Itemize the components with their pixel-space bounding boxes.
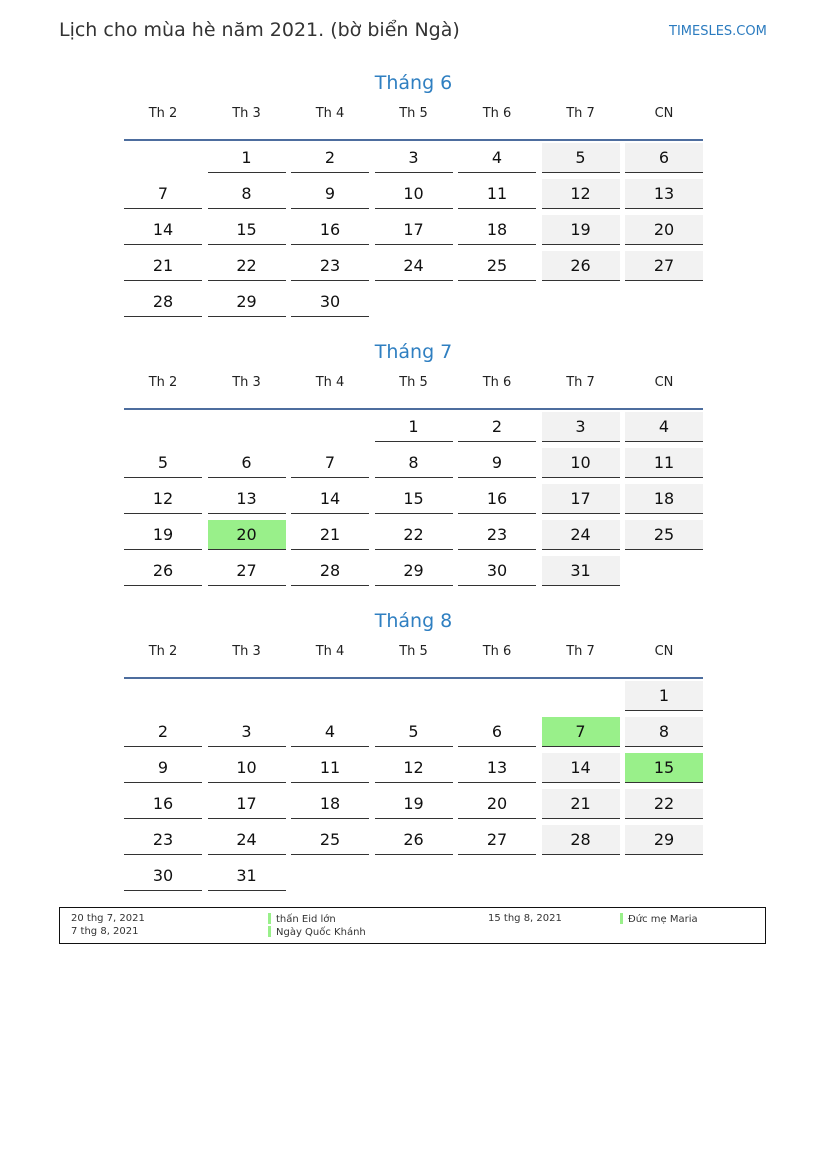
weekday-label: Th 2 <box>148 375 178 390</box>
weekday-label: CN <box>654 375 674 390</box>
weekday-label: Th 6 <box>482 106 512 121</box>
day-cell: 28 <box>291 556 369 586</box>
day-cell: 24 <box>375 251 453 281</box>
day-cell: 30 <box>458 556 536 586</box>
weekday-label: Th 5 <box>399 375 428 390</box>
day-cell: 21 <box>124 251 202 281</box>
day-cell: 27 <box>458 825 536 855</box>
day-cell: 23 <box>291 251 369 281</box>
day-cell: 17 <box>208 789 286 819</box>
day-cell: 26 <box>124 556 202 586</box>
month-calendar <box>124 68 703 311</box>
day-cell: 31 <box>208 861 286 891</box>
day-cell: 7 <box>291 448 369 478</box>
weekday-header <box>124 641 703 669</box>
legend-item <box>268 913 336 925</box>
day-cell: 4 <box>458 143 536 173</box>
day-cell: 30 <box>291 287 369 317</box>
day-cell: 1 <box>625 681 703 711</box>
weekday-label: CN <box>654 644 674 659</box>
legend-date: 7 thg 8, 2021 <box>71 926 139 937</box>
page-title: Lịch cho mùa hè năm 2021. (bờ biển Ngà) <box>59 19 460 41</box>
day-cell: 15 <box>208 215 286 245</box>
day-cell: 4 <box>625 412 703 442</box>
day-cell: 20 <box>458 789 536 819</box>
legend-holiday-name: Ngày Quốc Khánh <box>276 927 366 938</box>
day-cell: 4 <box>291 717 369 747</box>
weekday-label: Th 3 <box>232 375 261 390</box>
holiday-marker-icon <box>620 913 623 924</box>
day-cell: 31 <box>542 556 620 586</box>
day-cell: 19 <box>542 215 620 245</box>
weekday-header <box>124 372 703 400</box>
day-cell: 11 <box>625 448 703 478</box>
day-cell: 10 <box>375 179 453 209</box>
day-cell: 26 <box>375 825 453 855</box>
day-cell: 3 <box>375 143 453 173</box>
header-divider <box>124 677 703 679</box>
day-cell: 27 <box>208 556 286 586</box>
day-cell: 9 <box>458 448 536 478</box>
day-cell: 24 <box>208 825 286 855</box>
legend-holiday-name: Đức mẹ Maria <box>628 914 698 925</box>
day-cell: 23 <box>458 520 536 550</box>
day-cell: 13 <box>208 484 286 514</box>
weekday-label: Th 3 <box>232 644 261 659</box>
day-cell: 13 <box>458 753 536 783</box>
day-cell: 10 <box>208 753 286 783</box>
day-cell: 17 <box>375 215 453 245</box>
holiday-legend <box>59 907 766 944</box>
day-cell: 14 <box>291 484 369 514</box>
site-link[interactable]: TIMESLES.COM <box>669 24 767 39</box>
day-cell: 27 <box>625 251 703 281</box>
weekday-label: Th 7 <box>566 644 595 659</box>
day-cell: 20 <box>208 520 286 550</box>
month-title: Tháng 7 <box>374 341 453 363</box>
day-cell: 1 <box>375 412 453 442</box>
legend-holiday-name: thấn Eid lớn <box>276 914 336 925</box>
day-cell: 6 <box>625 143 703 173</box>
day-cell: 18 <box>291 789 369 819</box>
legend-date: 15 thg 8, 2021 <box>488 913 562 924</box>
weekday-label: Th 4 <box>315 106 345 121</box>
day-cell: 19 <box>124 520 202 550</box>
day-cell: 28 <box>542 825 620 855</box>
day-cell: 16 <box>458 484 536 514</box>
weekday-label: Th 2 <box>148 644 178 659</box>
day-cell: 28 <box>124 287 202 317</box>
day-cell: 22 <box>208 251 286 281</box>
day-cell: 21 <box>291 520 369 550</box>
day-cell: 7 <box>542 717 620 747</box>
month-calendar <box>124 337 703 580</box>
weekday-label: Th 4 <box>315 644 345 659</box>
weekday-label: Th 7 <box>566 106 595 121</box>
legend-date: 20 thg 7, 2021 <box>71 913 145 924</box>
day-cell: 14 <box>542 753 620 783</box>
day-cell: 1 <box>208 143 286 173</box>
day-cell: 9 <box>291 179 369 209</box>
day-cell: 12 <box>124 484 202 514</box>
day-cell: 16 <box>124 789 202 819</box>
weekday-label: Th 7 <box>566 375 595 390</box>
day-cell: 15 <box>625 753 703 783</box>
day-cell: 16 <box>291 215 369 245</box>
day-cell: 7 <box>124 179 202 209</box>
day-cell: 30 <box>124 861 202 891</box>
month-title: Tháng 8 <box>374 610 453 632</box>
day-cell: 26 <box>542 251 620 281</box>
day-cell: 3 <box>208 717 286 747</box>
holiday-marker-icon <box>268 913 271 924</box>
day-cell: 22 <box>625 789 703 819</box>
day-cell: 5 <box>375 717 453 747</box>
day-cell: 29 <box>208 287 286 317</box>
day-cell: 11 <box>458 179 536 209</box>
day-cell: 19 <box>375 789 453 819</box>
day-cell: 14 <box>124 215 202 245</box>
day-cell: 8 <box>625 717 703 747</box>
weekday-label: Th 3 <box>232 106 261 121</box>
day-cell: 25 <box>291 825 369 855</box>
day-cell: 5 <box>124 448 202 478</box>
day-cell: 21 <box>542 789 620 819</box>
legend-item <box>268 926 366 938</box>
day-cell: 29 <box>625 825 703 855</box>
day-cell: 2 <box>291 143 369 173</box>
day-cell: 25 <box>625 520 703 550</box>
weekday-label: CN <box>654 106 674 121</box>
day-cell: 12 <box>375 753 453 783</box>
day-cell: 22 <box>375 520 453 550</box>
weekday-label: Th 6 <box>482 375 512 390</box>
holiday-marker-icon <box>268 926 271 937</box>
day-cell: 9 <box>124 753 202 783</box>
day-cell: 18 <box>458 215 536 245</box>
day-cell: 5 <box>542 143 620 173</box>
day-cell: 11 <box>291 753 369 783</box>
day-cell: 2 <box>458 412 536 442</box>
weekday-label: Th 4 <box>315 375 345 390</box>
day-cell: 2 <box>124 717 202 747</box>
day-cell: 13 <box>625 179 703 209</box>
day-cell: 12 <box>542 179 620 209</box>
day-cell: 20 <box>625 215 703 245</box>
day-cell: 15 <box>375 484 453 514</box>
header-divider <box>124 139 703 141</box>
weekday-label: Th 5 <box>399 644 428 659</box>
month-title: Tháng 6 <box>374 72 453 94</box>
weekday-header <box>124 103 703 131</box>
day-cell: 25 <box>458 251 536 281</box>
day-cell: 18 <box>625 484 703 514</box>
month-calendar <box>124 606 703 885</box>
day-cell: 10 <box>542 448 620 478</box>
day-cell: 29 <box>375 556 453 586</box>
weekday-label: Th 5 <box>399 106 428 121</box>
day-cell: 3 <box>542 412 620 442</box>
header-divider <box>124 408 703 410</box>
day-cell: 8 <box>208 179 286 209</box>
legend-item <box>620 913 698 925</box>
day-cell: 17 <box>542 484 620 514</box>
weekday-label: Th 6 <box>482 644 512 659</box>
day-cell: 6 <box>208 448 286 478</box>
day-cell: 8 <box>375 448 453 478</box>
day-cell: 24 <box>542 520 620 550</box>
day-cell: 23 <box>124 825 202 855</box>
day-cell: 6 <box>458 717 536 747</box>
weekday-label: Th 2 <box>148 106 178 121</box>
